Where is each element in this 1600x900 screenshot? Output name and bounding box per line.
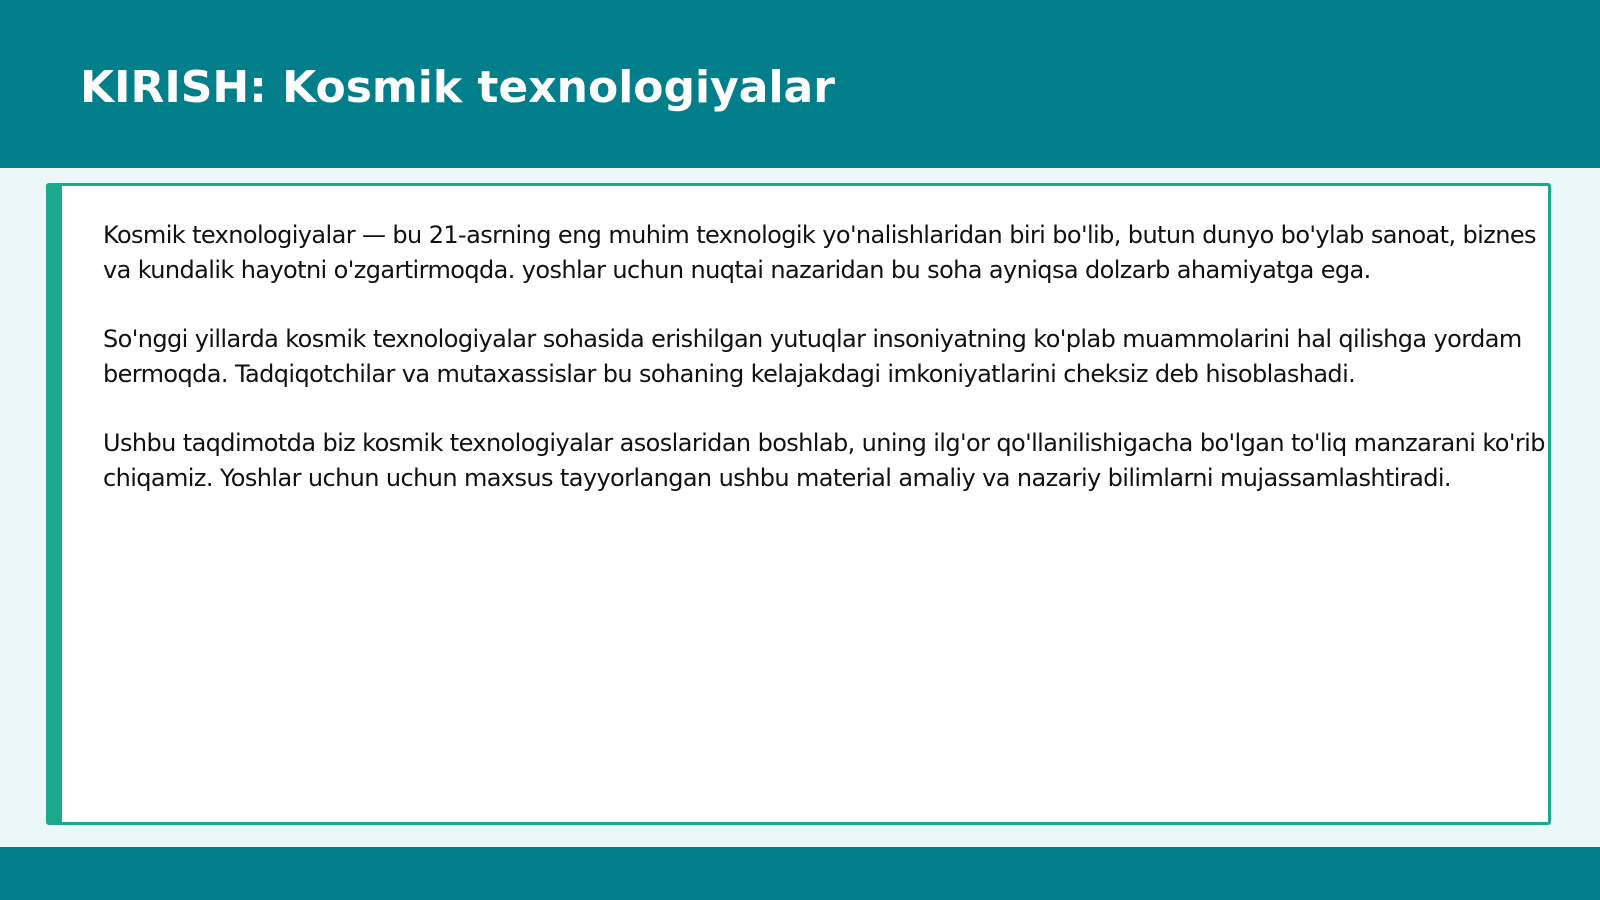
body-text — [103, 218, 1563, 530]
slide-title: KIRISH: Kosmik texnologiyalar — [80, 62, 835, 113]
slide-header — [0, 0, 1600, 168]
intro-paragraph-2: So'nggi yillarda kosmik texnologiyalar sohasida erishilgan yutuqlar insoniyatning ko'plab muammolarini hal qilishga yordam bermoqda. Tadqiqotchilar va mutaxassislar bu sohaning kelajakdagi imkoniyatlarini cheksiz deb hisoblashadi. — [103, 325, 1522, 388]
intro-paragraph-3: Ushbu taqdimotda biz kosmik texnologiyalar asoslaridan boshlab, uning ilg'or qo'llanilishigacha bo'lgan to'liq manzarani ko'rib chiqamiz. Yoshlar uchun uchun maxsus tayyorlangan ushbu material amaliy va nazariy bilimlarni mujassamlashtiradi. — [103, 429, 1545, 492]
content-card — [46, 183, 1551, 825]
intro-paragraph-1: Kosmik texnologiyalar — bu 21-asrning eng muhim texnologik yo'nalishlaridan biri bo'lib, butun dunyo bo'ylab sanoat, biznes va kundalik hayotni o'zgartirmoqda. yoshlar uchun nuqtai nazaridan bu soha ayniqsa dolzarb ahamiyatga ega. — [103, 221, 1536, 284]
slide-footer — [0, 847, 1600, 900]
